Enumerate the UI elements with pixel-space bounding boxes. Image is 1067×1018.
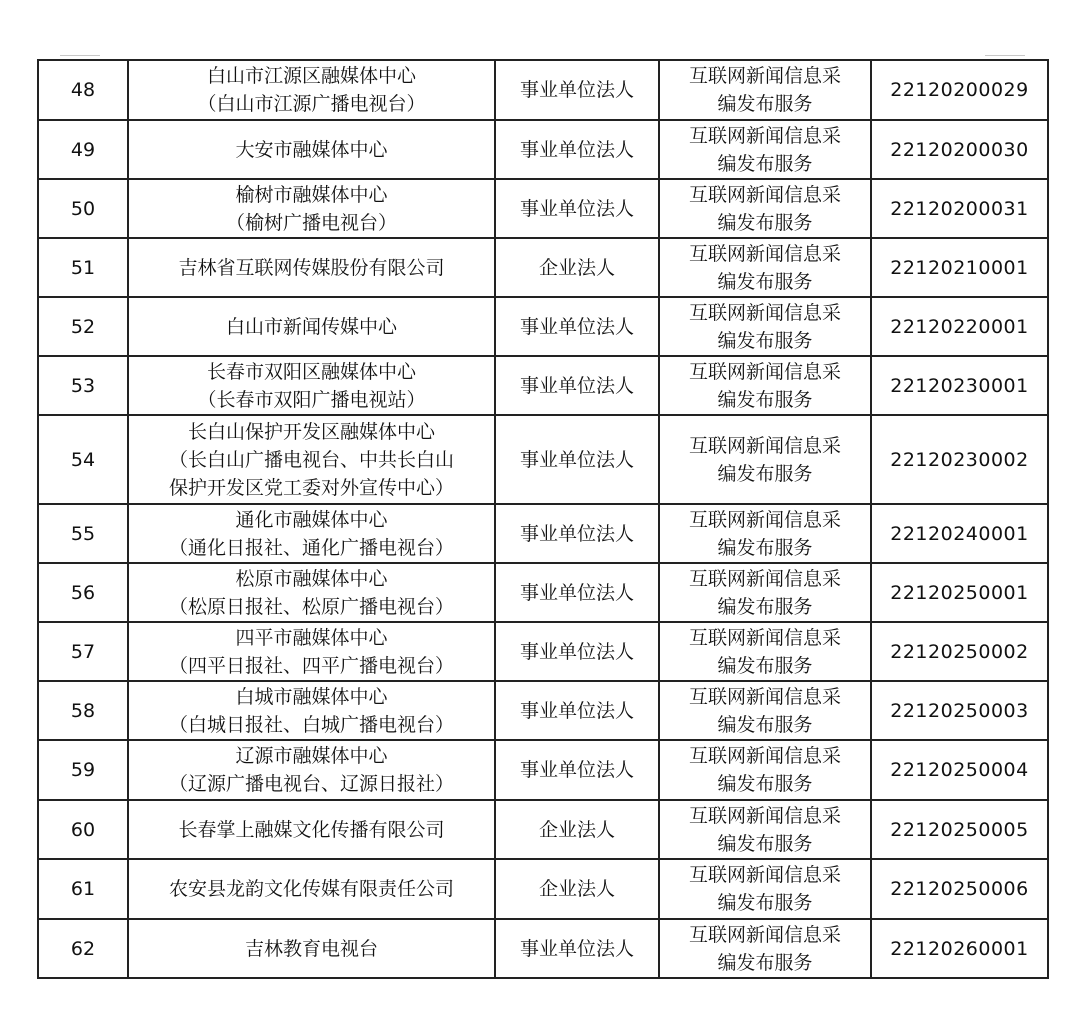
page-corner-mark-right: [985, 55, 1025, 56]
row-number: 49: [38, 120, 128, 179]
service-type-line: 互联网新闻信息采: [688, 626, 841, 649]
organization-name-line: 辽源市融媒体中心: [235, 745, 388, 767]
service-type-line: 互联网新闻信息采: [688, 360, 841, 383]
organization-name-cell: [128, 740, 495, 800]
organization-name-line: 榆树市融媒体中心: [235, 183, 388, 206]
entity-type-cell: 事业单位法人: [495, 356, 659, 415]
entity-type-cell: 事业单位法人: [495, 563, 659, 622]
row-number: 59: [38, 740, 128, 800]
service-type-cell: [659, 238, 871, 297]
row-number: 57: [38, 622, 128, 681]
service-type-line: 互联网新闻信息采: [688, 508, 841, 531]
license-code-cell: 22120260001: [871, 919, 1048, 978]
organization-name-line: （白山市江源广播电视台）: [197, 93, 426, 115]
entity-type-cell: 事业单位法人: [495, 740, 659, 800]
service-type-cell: [659, 415, 871, 504]
license-code-cell: 22120230001: [871, 356, 1048, 415]
license-code-cell: 22120220001: [871, 297, 1048, 356]
entity-type-cell: 事业单位法人: [495, 681, 659, 740]
license-code-cell: 22120250001: [871, 563, 1048, 622]
row-number: 48: [38, 60, 128, 120]
organization-name-line: 吉林省互联网传媒股份有限公司: [178, 256, 445, 279]
organization-name-line: 农安县龙韵文化传媒有限责任公司: [168, 878, 454, 900]
row-number: 55: [38, 504, 128, 563]
organization-name-line: 通化市融媒体中心: [235, 508, 388, 531]
organization-name-line: （松原日报社、松原广播电视台）: [168, 595, 454, 618]
license-code-cell: 22120200030: [871, 120, 1048, 179]
service-type-cell: [659, 681, 871, 740]
row-number: 61: [38, 859, 128, 919]
entity-type-cell: 事业单位法人: [495, 919, 659, 978]
organization-name-line: （榆树广播电视台）: [225, 211, 397, 234]
organization-name-line: （长白山广播电视台、中共长白山: [168, 448, 454, 471]
service-type-cell: [659, 919, 871, 978]
page-corner-mark-left: [60, 55, 100, 56]
table-row: [38, 415, 1048, 504]
service-type-line: 编发布服务: [717, 536, 813, 559]
service-type-line: 编发布服务: [717, 270, 813, 293]
service-type-cell: [659, 356, 871, 415]
organization-name-cell: [128, 297, 495, 356]
service-type-cell: [659, 297, 871, 356]
row-number: 51: [38, 238, 128, 297]
organization-name-line: 长春市双阳区融媒体中心: [206, 360, 416, 383]
organization-name-line: （白城日报社、白城广播电视台）: [168, 713, 454, 736]
table-body: [38, 60, 1048, 978]
service-type-line: 互联网新闻信息采: [688, 65, 841, 87]
row-number: 54: [38, 415, 128, 504]
row-number: 58: [38, 681, 128, 740]
row-number: 50: [38, 179, 128, 238]
service-type-line: 互联网新闻信息采: [688, 685, 841, 708]
entity-type-cell: 企业法人: [495, 800, 659, 859]
entity-type-cell: 事业单位法人: [495, 622, 659, 681]
row-number: 60: [38, 800, 128, 859]
service-type-cell: [659, 800, 871, 859]
organization-name-cell: [128, 681, 495, 740]
organization-name-line: （四平日报社、四平广播电视台）: [168, 654, 454, 677]
organization-name-cell: [128, 563, 495, 622]
service-type-line: 互联网新闻信息采: [688, 567, 841, 590]
service-type-line: 编发布服务: [717, 832, 813, 855]
license-code-cell: 22120200031: [871, 179, 1048, 238]
service-type-line: 编发布服务: [717, 951, 813, 974]
organization-name-cell: [128, 120, 495, 179]
row-number: 53: [38, 356, 128, 415]
license-code-cell: 22120250004: [871, 740, 1048, 800]
table-row: [38, 297, 1048, 356]
table-row: [38, 238, 1048, 297]
service-type-cell: [659, 859, 871, 919]
service-type-line: 互联网新闻信息采: [688, 804, 841, 827]
entity-type-cell: 事业单位法人: [495, 179, 659, 238]
service-type-line: 互联网新闻信息采: [688, 864, 841, 886]
service-type-line: 编发布服务: [717, 892, 813, 914]
service-type-line: 编发布服务: [717, 773, 813, 795]
organization-name-line: 白山市新闻传媒中心: [225, 315, 397, 338]
license-code-cell: 22120230002: [871, 415, 1048, 504]
service-type-cell: [659, 60, 871, 120]
table-row: [38, 60, 1048, 120]
license-code-cell: 22120250006: [871, 859, 1048, 919]
license-code-cell: 22120200029: [871, 60, 1048, 120]
table-row: [38, 800, 1048, 859]
table-row: [38, 356, 1048, 415]
organization-name-cell: [128, 179, 495, 238]
row-number: 56: [38, 563, 128, 622]
row-number: 62: [38, 919, 128, 978]
row-number: 52: [38, 297, 128, 356]
table-row: [38, 740, 1048, 800]
table-row: [38, 681, 1048, 740]
license-code-cell: 22120250003: [871, 681, 1048, 740]
service-type-line: 编发布服务: [717, 93, 813, 115]
table-row: [38, 919, 1048, 978]
entity-type-cell: 企业法人: [495, 238, 659, 297]
service-type-line: 互联网新闻信息采: [688, 745, 841, 767]
service-type-cell: [659, 179, 871, 238]
service-type-line: 互联网新闻信息采: [688, 434, 841, 457]
entity-type-cell: 企业法人: [495, 859, 659, 919]
service-type-line: 互联网新闻信息采: [688, 124, 841, 147]
table-row: [38, 504, 1048, 563]
organization-name-line: 白城市融媒体中心: [235, 685, 388, 708]
organization-name-line: 吉林教育电视台: [244, 937, 378, 960]
table-row: [38, 859, 1048, 919]
entity-type-cell: 事业单位法人: [495, 60, 659, 120]
organization-name-cell: [128, 415, 495, 504]
service-type-line: 互联网新闻信息采: [688, 242, 841, 265]
organization-name-line: 长春掌上融媒文化传播有限公司: [178, 818, 445, 841]
license-code-cell: 22120250005: [871, 800, 1048, 859]
organization-name-line: （辽源广播电视台、辽源日报社）: [168, 773, 454, 795]
table-row: [38, 179, 1048, 238]
service-type-line: 编发布服务: [717, 329, 813, 352]
service-type-cell: [659, 563, 871, 622]
service-type-cell: [659, 740, 871, 800]
registration-table: [37, 59, 1049, 979]
service-type-cell: [659, 622, 871, 681]
organization-name-line: 松原市融媒体中心: [235, 567, 388, 590]
organization-name-cell: [128, 356, 495, 415]
entity-type-cell: 事业单位法人: [495, 297, 659, 356]
service-type-line: 互联网新闻信息采: [688, 301, 841, 324]
service-type-line: 编发布服务: [717, 462, 813, 485]
table-row: [38, 563, 1048, 622]
service-type-line: 编发布服务: [717, 388, 813, 411]
organization-name-line: （长春市双阳广播电视站）: [197, 388, 426, 411]
license-code-cell: 22120240001: [871, 504, 1048, 563]
organization-name-line: 长白山保护开发区融媒体中心: [187, 420, 435, 443]
service-type-line: 互联网新闻信息采: [688, 923, 841, 946]
organization-name-cell: [128, 622, 495, 681]
entity-type-cell: 事业单位法人: [495, 120, 659, 179]
organization-name-line: 白山市江源区融媒体中心: [206, 65, 416, 87]
service-type-line: 互联网新闻信息采: [688, 183, 841, 206]
service-type-line: 编发布服务: [717, 211, 813, 234]
organization-name-line: 四平市融媒体中心: [235, 626, 388, 649]
service-type-line: 编发布服务: [717, 152, 813, 175]
entity-type-cell: 事业单位法人: [495, 415, 659, 504]
organization-name-cell: [128, 800, 495, 859]
license-code-cell: 22120250002: [871, 622, 1048, 681]
organization-name-cell: [128, 238, 495, 297]
service-type-cell: [659, 504, 871, 563]
license-code-cell: 22120210001: [871, 238, 1048, 297]
service-type-line: 编发布服务: [717, 654, 813, 677]
organization-name-line: （通化日报社、通化广播电视台）: [168, 536, 454, 559]
table-row: [38, 622, 1048, 681]
organization-name-line: 大安市融媒体中心: [235, 138, 388, 161]
organization-name-cell: [128, 919, 495, 978]
organization-name-line: 保护开发区党工委对外宣传中心）: [168, 476, 454, 499]
organization-name-cell: [128, 60, 495, 120]
service-type-line: 编发布服务: [717, 713, 813, 736]
organization-name-cell: [128, 504, 495, 563]
table-row: [38, 120, 1048, 179]
organization-name-cell: [128, 859, 495, 919]
service-type-line: 编发布服务: [717, 595, 813, 618]
service-type-cell: [659, 120, 871, 179]
entity-type-cell: 事业单位法人: [495, 504, 659, 563]
